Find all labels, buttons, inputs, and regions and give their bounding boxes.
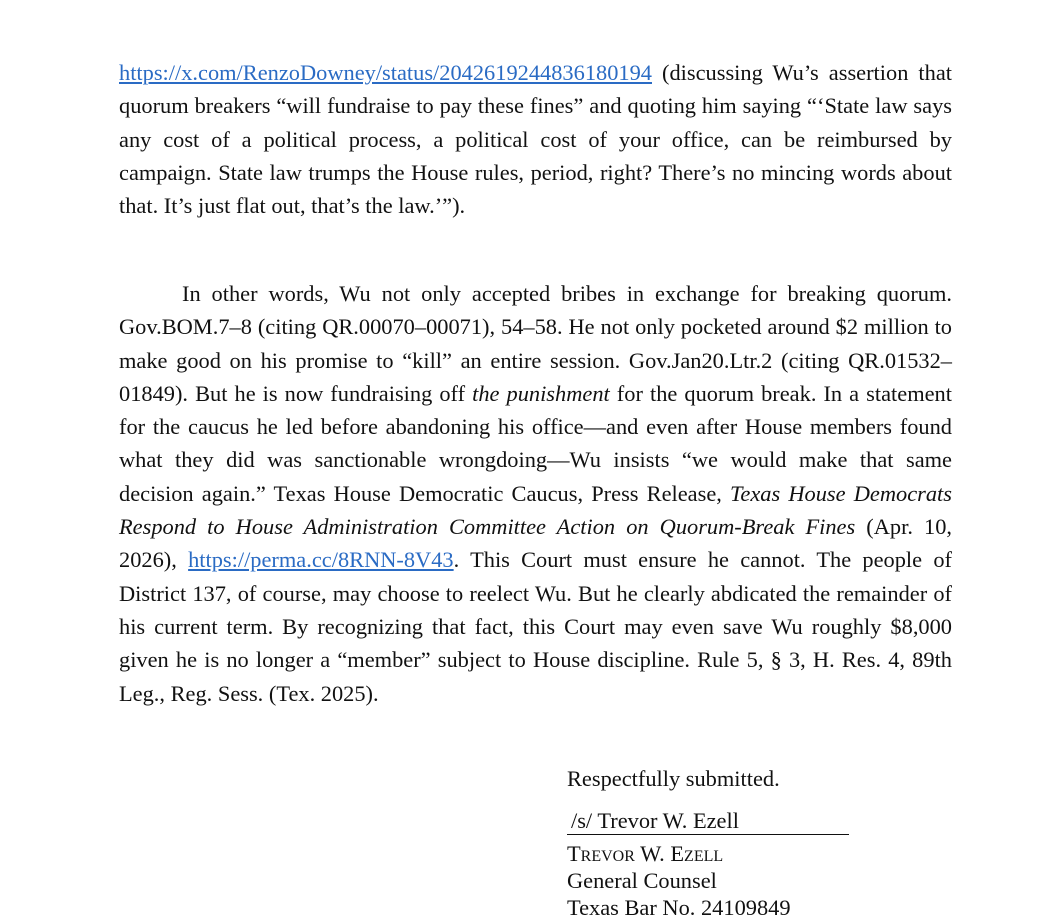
argument-paragraph: [119, 277, 952, 710]
argument-text-d: . This Court must ensure he cannot. The people of District 137, of course, may choose to reelect Wu. But he clearly abdicated the remainder of his current term. By recognizing that fact, this Court may even save Wu roughly $8,000 given he is no longer a “member” subject to House discipline. Rule 5, § 3, H. Res. 4, 89th Leg., Reg. Sess. (Tex. 2025).: [119, 547, 952, 706]
x-status-link[interactable]: https://x.com/RenzoDowney/status/2042619244836180194: [119, 60, 652, 85]
argument-text-a: In other words, Wu not only accepted bribes in exchange for breaking quorum. Gov.BOM.7–8 (citing QR.00070–00071), 54–58. He not only pocketed around $2 million to make good on his promise to “kill” an entire session. Gov.Jan20.Ltr.2 (citing QR.01532–01849). But he is now fundraising off: [119, 281, 952, 406]
press-release-title: Texas House Democrats Respond to House Administration Committee Action on Quorum-Break Fines: [119, 480, 952, 540]
italic-the-punishment: the punishment: [472, 380, 610, 406]
citation-parenthetical: (discussing Wu’s assertion that quorum breakers “will fundraise to pay these fines” and quoting him saying “‘State law says any cost of a political process, a political cost of your office, can be reimbursed by campaign. State law trumps the House rules, period, right? There’s no mincing words about that. It’s just flat out, that’s the law.’”).: [119, 60, 952, 219]
signer-name: Trevor W. Ezell: [567, 841, 724, 866]
signature-line: [567, 808, 849, 835]
signature-closing: Respectfully submitted.: [567, 766, 780, 791]
perma-cc-link[interactable]: https://perma.cc/8RNN-8V43: [188, 547, 454, 573]
argument-text-c: (Apr. 10, 2026),: [119, 514, 952, 573]
citation-paragraph: [119, 56, 952, 222]
signer-title: General Counsel: [567, 868, 717, 893]
bar-number-partial: Texas Bar No. 24109849: [567, 895, 791, 920]
argument-text-b: for the quorum break. In a statement for the caucus he led before abandoning his office—and even after House members found what they did was sanctionable wrongdoing—Wu insists “we would make that same decision again.” Texas House Democratic Caucus, Press Release,: [119, 380, 952, 506]
electronic-signature: /s/ Trevor W. Ezell: [571, 808, 739, 833]
